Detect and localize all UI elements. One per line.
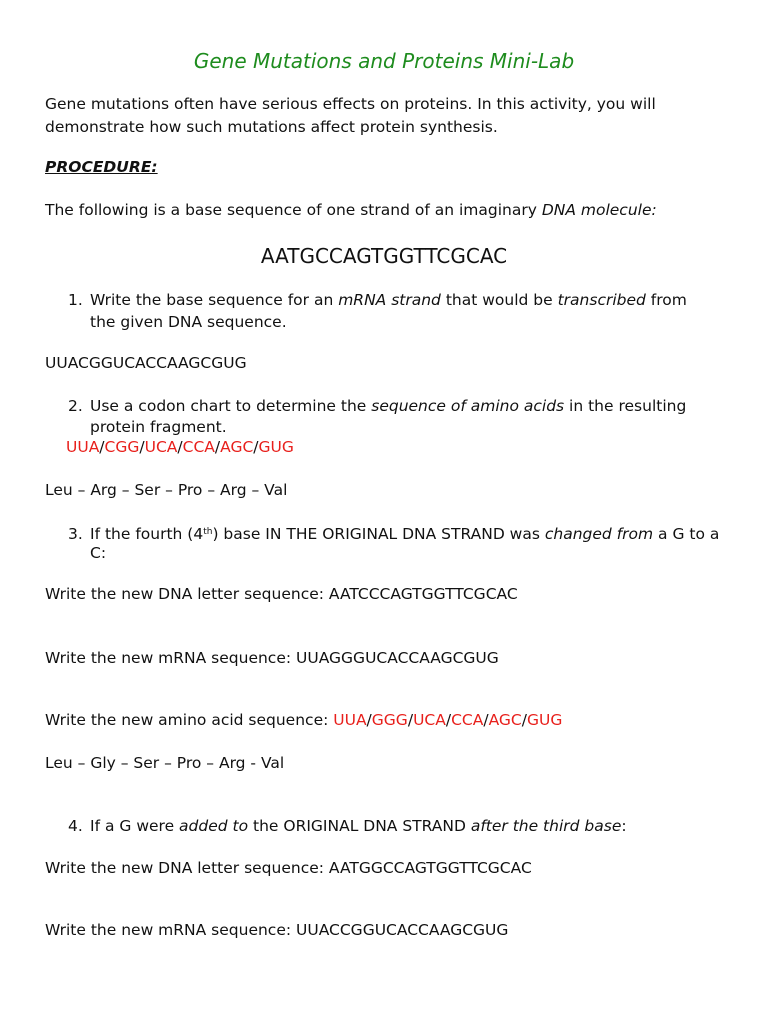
q1-text-b: mRNA strand [338,291,441,309]
question-2 [68,395,686,417]
codon-separator: / [99,438,105,456]
codon: UCA [413,711,446,729]
intro-line-2: demonstrate how such mutations affect protein synthesis. [45,118,498,136]
dna-intro-text: The following is a base sequence of one strand of an imaginary [45,201,542,219]
dna-sequence: AATGCCAGTGGTTCGCAC [260,244,508,268]
q3-aa-label: Write the new amino acid sequence: [45,711,334,729]
codon-separator: / [177,438,183,456]
dna-intro [45,199,657,221]
codon: GGG [371,711,408,729]
codon: GUG [258,438,294,456]
answer-1-mrna: UUACGGUCACCAAGCGUG [45,354,247,372]
q4-text-e: : [621,817,627,835]
q3-new-dna: Write the new DNA letter sequence: AATCCCAGTGGTTCGCAC [45,585,518,603]
codon-separator: / [407,711,414,729]
question-2-line-2: protein fragment. [90,418,227,436]
question-3-line-2: C: [90,544,107,562]
codon-list-2 [66,436,294,458]
q4-text-b: added to [179,817,249,835]
q2-text-b: sequence of amino acids [371,397,565,415]
codon-separator: / [214,438,221,456]
amino-acids-3: Leu – Gly – Ser – Pro – Arg - Val [45,754,285,772]
procedure-heading: PROCEDURE: [45,158,158,176]
question-3-number: 3. [68,525,83,543]
q2-text-a: Use a codon chart to determine the [90,397,372,415]
intro-line-1: Gene mutations often have serious effects on proteins. In this activity, you will [45,95,656,113]
amino-acids-2: Leu – Arg – Ser – Pro – Arg – Val [45,481,288,499]
q4-text-d: after the third base [470,817,622,835]
q1-text-e: from [645,291,687,309]
codon: AGC [220,438,254,456]
codon-separator: / [445,711,452,729]
q4-new-dna: Write the new DNA letter sequence: AATGGCCAGTGGTTCGCAC [45,859,532,877]
q2-text-c: in the resulting [564,397,687,415]
q4-text-c: the ORIGINAL DNA STRAND [248,817,471,835]
q4-new-mrna: Write the new mRNA sequence: UUACCGGUCACCAAGCGUG [45,921,509,939]
question-1-number: 1. [68,291,83,309]
q3-text-d: a G to a [653,525,720,543]
q3-text-a: If the fourth (4 [90,525,204,543]
codon: GUG [526,711,563,729]
codon: CGG [104,438,140,456]
question-2-number: 2. [68,397,83,415]
codon: CCA [182,438,215,456]
codon: UUA [66,438,100,456]
codon: CCA [451,711,484,729]
question-3 [68,521,719,545]
q1-text-a: Write the base sequence for an [90,291,339,309]
codon-separator: / [253,438,259,456]
q1-text-d: transcribed [557,291,646,309]
question-4-number: 4. [68,817,83,835]
q3-superscript: th [203,527,213,537]
codon: UUA [333,711,367,729]
codon: AGC [488,711,522,729]
question-4 [68,815,627,837]
codon: UCA [144,438,178,456]
question-1 [68,289,687,311]
codon-separator: / [366,711,372,729]
codon-separator: / [521,711,527,729]
q3-text-b: ) base IN THE ORIGINAL DNA STRAND was [212,525,545,543]
document-title: Gene Mutations and Proteins Mini-Lab [193,49,575,73]
dna-intro-emphasis: DNA molecule: [541,201,657,219]
question-1-line-2: the given DNA sequence. [90,313,287,331]
q3-text-c: changed from [544,525,654,543]
codon-separator: / [483,711,489,729]
q1-text-c: that would be [440,291,558,309]
q4-text-a: If a G were [90,817,180,835]
q3-new-mrna: Write the new mRNA sequence: UUAGGGUCACCAAGCGUG [45,649,499,667]
q3-new-amino-acid-sequence [45,709,562,731]
codon-separator: / [139,438,145,456]
